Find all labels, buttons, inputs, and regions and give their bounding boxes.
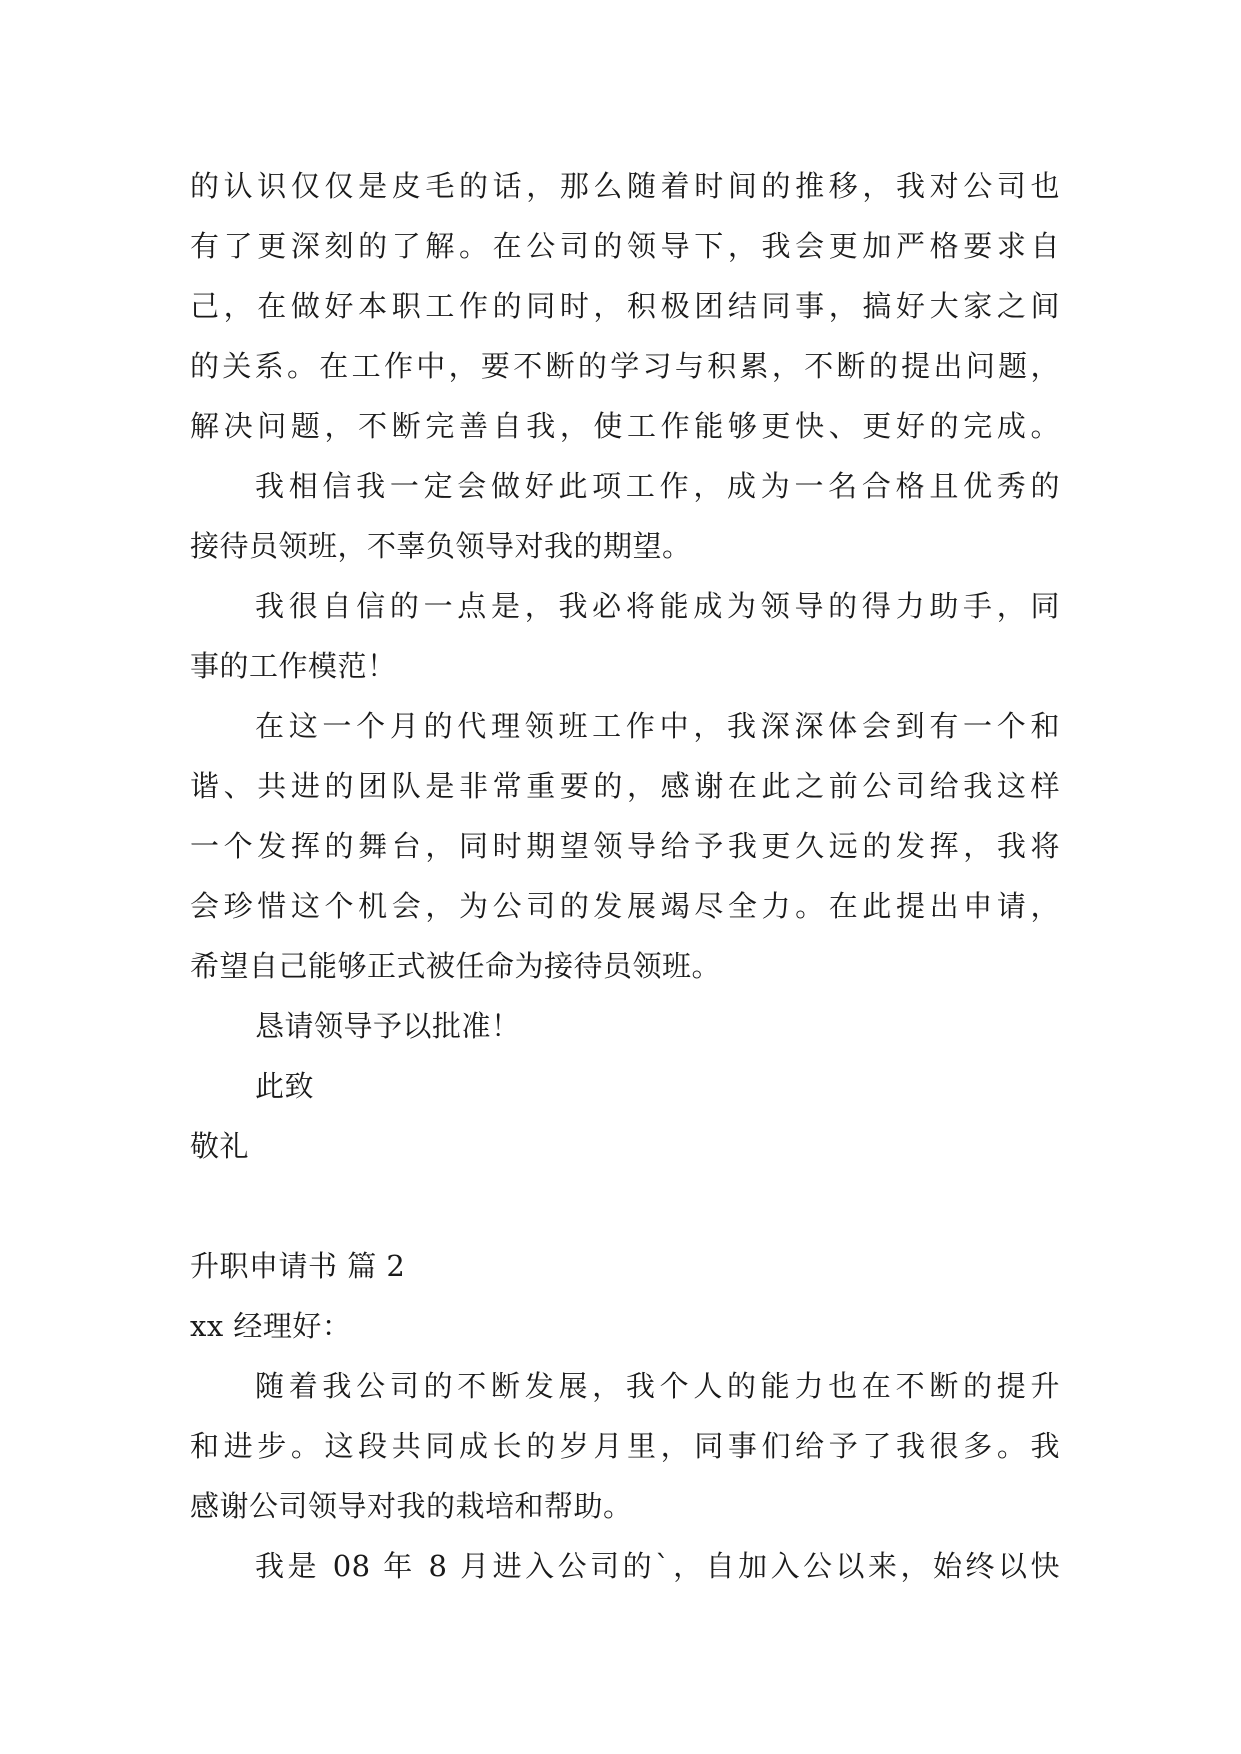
paragraph-line: 我是 08 年 8 月进入公司的`，自加入公以来，始终以快 [255,1549,1060,1583]
salutation: xx 经理好： [190,1309,352,1343]
paragraph-line: 一个发挥的舞台，同时期望领导给予我更久远的发挥，我将 [190,829,1060,863]
paragraph-line: 随着我公司的不断发展，我个人的能力也在不断的提升 [255,1369,1060,1403]
paragraph-line: 有了更深刻的了解。在公司的领导下，我会更加严格要求自 [190,229,1060,263]
paragraph-line: 接待员领班，不辜负领导对我的期望。 [190,529,692,563]
closing-line: 敬礼 [190,1129,250,1163]
paragraph-line: 感谢公司领导对我的栽培和帮助。 [190,1489,633,1523]
paragraph-line: 我相信我一定会做好此项工作，成为一名合格且优秀的 [255,469,1060,503]
paragraph-line: 解决问题，不断完善自我，使工作能够更快、更好的完成。 [190,409,1060,443]
paragraph-line: 和进步。这段共同成长的岁月里，同事们给予了我很多。我 [190,1429,1060,1463]
paragraph-line: 的认识仅仅是皮毛的话，那么随着时间的推移，我对公司也 [190,169,1060,203]
paragraph-line: 我很自信的一点是，我必将能成为领导的得力助手，同 [255,589,1060,623]
paragraph-line: 谐、共进的团队是非常重要的，感谢在此之前公司给我这样 [190,769,1060,803]
closing-line: 此致 [255,1069,315,1103]
section-heading: 升职申请书 篇 2 [190,1249,406,1283]
paragraph-line: 希望自己能够正式被任命为接待员领班。 [190,949,722,983]
paragraph-line: 的关系。在工作中，要不断的学习与积累，不断的提出问题， [190,349,1060,383]
paragraph-line: 在这一个月的代理领班工作中，我深深体会到有一个和 [255,709,1060,743]
paragraph-line: 恳请领导予以批准！ [255,1009,521,1043]
paragraph-line: 会珍惜这个机会，为公司的发展竭尽全力。在此提出申请， [190,889,1060,923]
paragraph-line: 事的工作模范！ [190,649,397,683]
paragraph-line: 己，在做好本职工作的同时，积极团结同事，搞好大家之间 [190,289,1060,323]
